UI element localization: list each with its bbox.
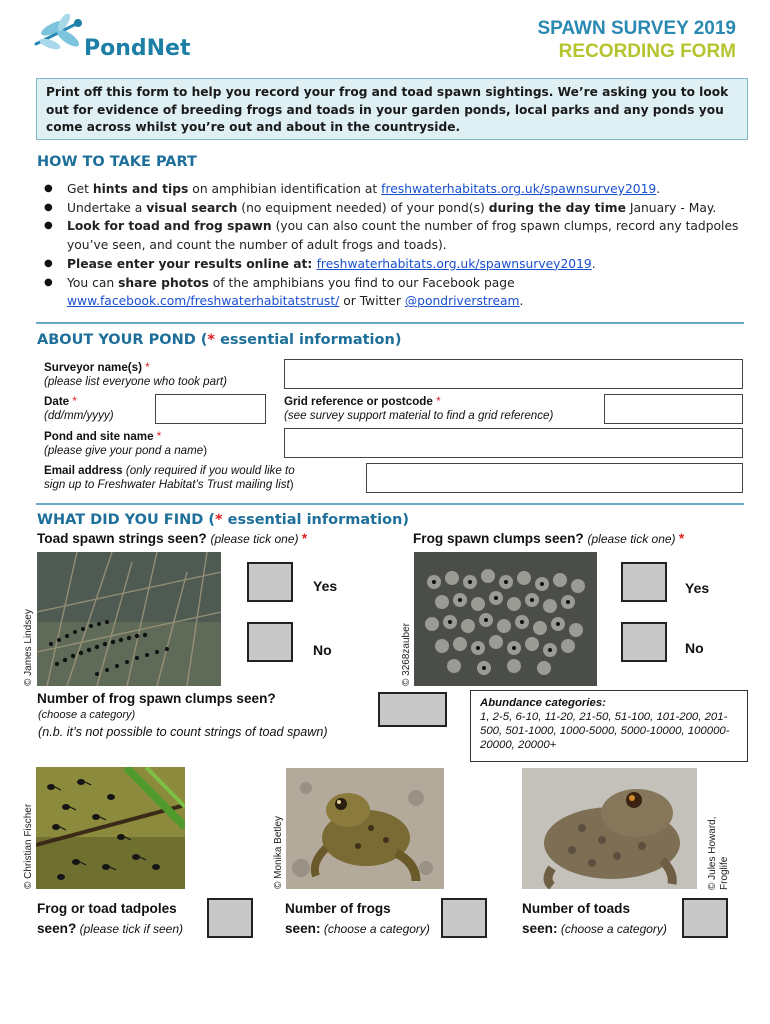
tadpoles-photo bbox=[36, 767, 185, 889]
toads-count-select[interactable] bbox=[682, 898, 728, 938]
clumps-note: (n.b. it’s not possible to count strings of toad spawn) bbox=[38, 725, 328, 739]
twitter-link[interactable]: @pondriverstream bbox=[404, 294, 520, 309]
how-to-heading: HOW TO TAKE PART bbox=[37, 154, 197, 170]
tadpoles-question: Frog or toad tadpoles seen? (please tick if seen) bbox=[37, 901, 184, 936]
list-item: ● You can share photos of the amphibians you find to our Facebook page www.facebook.com/freshwaterhabitatstrust/ or Twitter @pondriverstream. bbox=[44, 274, 744, 311]
spawn-survey-link[interactable]: freshwaterhabitats.org.uk/spawnsurvey2019 bbox=[381, 182, 657, 196]
toads-question: Number of toads seen: (choose a category) bbox=[522, 901, 667, 936]
clumps-category-select[interactable] bbox=[378, 692, 447, 727]
yes-label: Yes bbox=[685, 580, 710, 596]
list-item: ● Get hints and tips on amphibian identification at freshwaterhabitats.org.uk/spawnsurvey2019. bbox=[44, 180, 744, 199]
results-link[interactable]: freshwaterhabitats.org.uk/spawnsurvey2019 bbox=[316, 256, 592, 271]
toad-photo bbox=[522, 768, 697, 889]
date-label: Date * (dd/mm/yyyy) bbox=[44, 395, 114, 422]
clumps-hint: (choose a category) bbox=[38, 709, 136, 721]
list-item: ● Undertake a visual search (no equipment needed) of your pond(s) during the day time January - May. bbox=[44, 199, 744, 218]
how-to-list bbox=[44, 180, 744, 311]
frogs-question: Number of frogs seen: (choose a category) bbox=[285, 901, 430, 936]
section-divider bbox=[36, 503, 744, 505]
frog-photo bbox=[286, 768, 444, 889]
pond-name-field[interactable] bbox=[284, 428, 743, 458]
grid-reference-label: Grid reference or postcode * (see survey support material to find a grid reference) bbox=[284, 395, 554, 422]
frog-spawn-no-checkbox[interactable] bbox=[621, 622, 667, 662]
no-label: No bbox=[313, 642, 332, 658]
photo-credit: © Monika Betley bbox=[273, 816, 284, 889]
frog-spawn-photo bbox=[414, 552, 597, 686]
grid-reference-field[interactable] bbox=[604, 394, 743, 424]
form-subtitle: RECORDING FORM bbox=[558, 41, 736, 62]
toad-spawn-question: Toad spawn strings seen? (please tick one) * bbox=[37, 531, 308, 546]
abundance-values: 1, 2-5, 6-10, 11-20, 21-50, 51-100, 101-200, 201-500, 501-1000, 1000-5000, 5000-10000, 100000-20000, 20000+ bbox=[480, 711, 730, 751]
find-heading: WHAT DID YOU FIND (* essential information) bbox=[37, 512, 409, 528]
no-label: No bbox=[685, 640, 704, 656]
abundance-title: Abundance categories: bbox=[480, 697, 606, 709]
photo-credit: © Christian Fischer bbox=[23, 803, 34, 889]
section-divider bbox=[36, 322, 744, 324]
surveyor-name-field[interactable] bbox=[284, 359, 743, 389]
about-heading: ABOUT YOUR POND (* essential information) bbox=[37, 332, 402, 348]
clumps-question: Number of frog spawn clumps seen? bbox=[37, 691, 276, 706]
photo-credit: © James Lindsey bbox=[23, 609, 34, 686]
toad-spawn-photo bbox=[37, 552, 221, 686]
frog-spawn-question: Frog spawn clumps seen? (please tick one) * bbox=[413, 531, 685, 546]
surveyor-label: Surveyor name(s) * (please list everyone who took part) bbox=[44, 361, 228, 388]
abundance-categories bbox=[470, 690, 748, 762]
dragonfly-logo-icon bbox=[28, 14, 88, 70]
date-field[interactable] bbox=[155, 394, 266, 424]
photo-credit: Froglife bbox=[719, 856, 730, 890]
toad-spawn-yes-checkbox[interactable] bbox=[247, 562, 293, 602]
frogs-count-select[interactable] bbox=[441, 898, 487, 938]
photo-credit: © 3268zauber bbox=[401, 623, 412, 686]
tadpoles-checkbox[interactable] bbox=[207, 898, 253, 938]
facebook-link[interactable]: www.facebook.com/freshwaterhabitatstrust/ bbox=[67, 294, 340, 309]
frog-spawn-yes-checkbox[interactable] bbox=[621, 562, 667, 602]
logo-text: PondNet bbox=[84, 36, 191, 61]
list-item: ● Please enter your results online at: freshwaterhabitats.org.uk/spawnsurvey2019. bbox=[44, 255, 744, 274]
pondnet-logo bbox=[28, 14, 198, 70]
pond-name-label: Pond and site name * (please give your pond a name) bbox=[44, 430, 208, 457]
toad-spawn-no-checkbox[interactable] bbox=[247, 622, 293, 662]
photo-credit: © Jules Howard, bbox=[707, 816, 718, 890]
yes-label: Yes bbox=[313, 578, 338, 594]
intro-box: Print off this form to help you record your frog and toad spawn sightings. We’re asking you to look out for evidence of breeding frogs and toads in your garden ponds, local parks and any ponds you come across whilst you’re out and about in the countryside. bbox=[36, 78, 748, 140]
email-field[interactable] bbox=[366, 463, 743, 493]
form-title: SPAWN SURVEY 2019 bbox=[537, 18, 736, 39]
email-label: Email address (only required if you would like to sign up to Freshwater Habitat’s Trust mailing list) bbox=[44, 464, 295, 491]
list-item: ● Look for toad and frog spawn (you can also count the number of frog spawn clumps, record any tadpoles you’ve seen, and count the number of adult frogs and toads). bbox=[44, 217, 744, 254]
